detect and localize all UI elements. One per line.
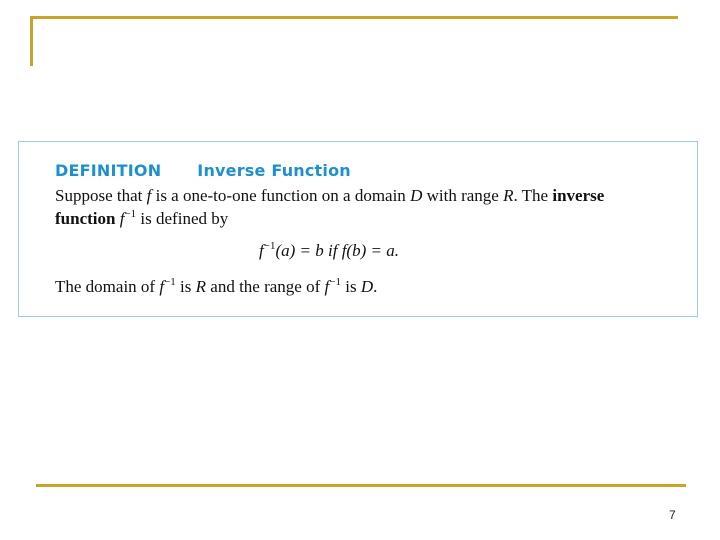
exponent: −1 (164, 276, 176, 288)
definition-equation (259, 241, 399, 261)
math-f: f (324, 277, 330, 296)
definition-line-3 (55, 277, 377, 297)
definition-label: DEFINITION (55, 161, 162, 180)
text-segment: with range (422, 186, 504, 205)
bold-term: inverse (552, 186, 605, 205)
page-number: 7 (669, 508, 676, 522)
text-segment: and the range of (206, 277, 325, 296)
math-f: f (159, 277, 165, 296)
text-segment: . The (513, 186, 553, 205)
text-segment: is (175, 277, 196, 296)
definition-box (18, 141, 698, 317)
definition-line-1 (55, 186, 604, 206)
exponent: −1 (124, 208, 137, 220)
text-segment: is (340, 277, 361, 296)
text-segment: is a one-to-one function on a domain (151, 186, 411, 205)
exponent: −1 (329, 276, 341, 288)
top-rule-horizontal (30, 16, 678, 19)
math-R: R (195, 277, 207, 296)
math-D: D (360, 277, 374, 296)
definition-line-2 (55, 209, 228, 229)
top-rule-vertical (30, 16, 33, 66)
math-f: f (119, 209, 125, 228)
bottom-rule (36, 484, 686, 487)
math-R: R (503, 186, 514, 205)
bold-term: function (55, 209, 116, 228)
equation-body: (a) = b if f(b) = a. (275, 241, 399, 260)
math-f: f (259, 241, 264, 260)
math-D: D (410, 186, 423, 205)
exponent: −1 (263, 240, 276, 252)
math-f: f (146, 186, 152, 205)
text-segment: The domain of (55, 277, 160, 296)
definition-title: Inverse Function (197, 161, 351, 180)
definition-heading (55, 161, 351, 180)
text-segment: . (373, 277, 378, 296)
text-segment: Suppose that (55, 186, 147, 205)
text-segment: is defined by (136, 209, 229, 228)
